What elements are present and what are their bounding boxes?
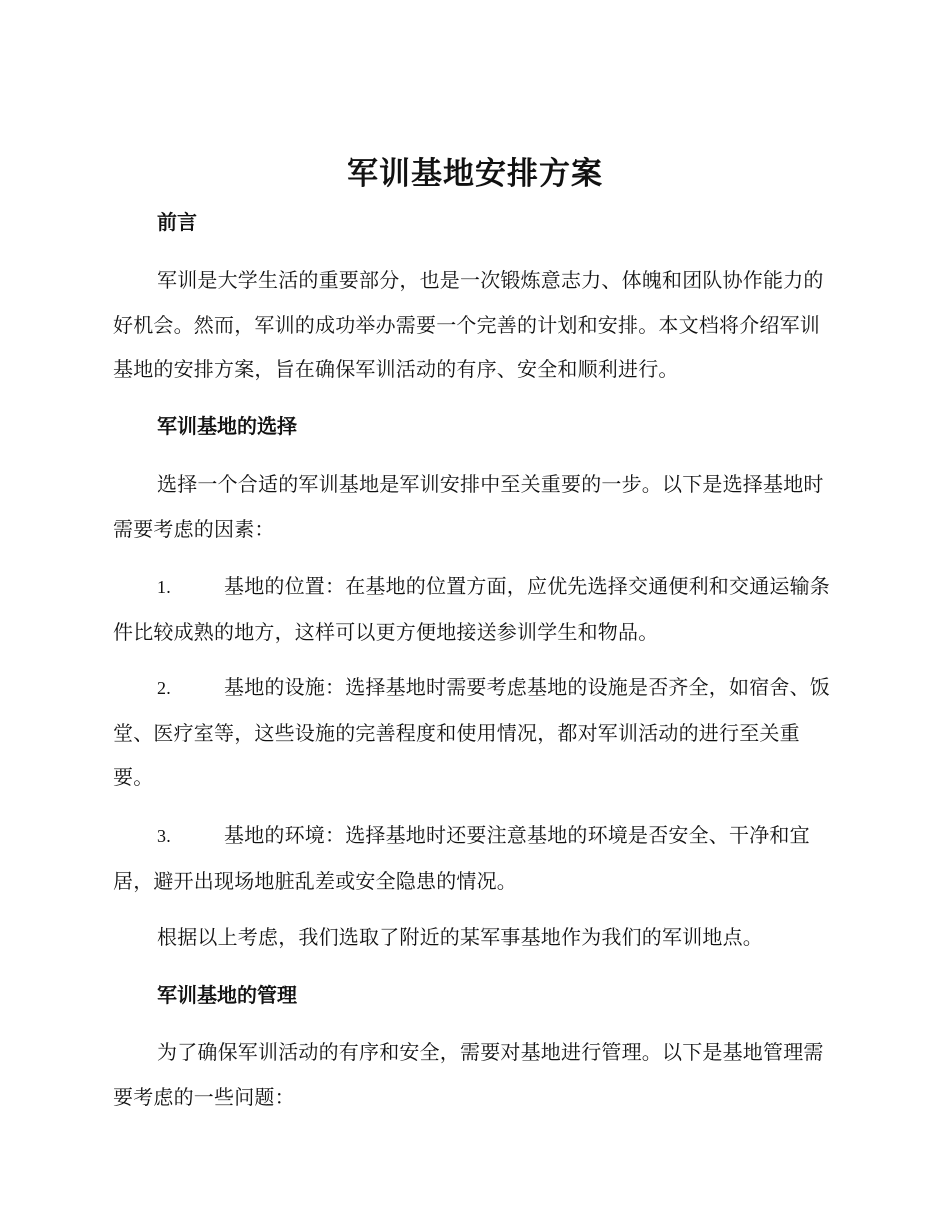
list-item-number: 3. bbox=[157, 826, 171, 846]
intro-paragraph: 军训是大学生活的重要部分，也是一次锻炼意志力、体魄和团队协作能力的好机会。然而，军训的成功举办需要一个完善的计划和安排。本文档将介绍军训基地的安排方案，旨在确保军训活动的有序、安全和顺利进行。 bbox=[113, 268, 824, 381]
selection-conclusion: 根据以上考虑，我们选取了附近的某军事基地作为我们的军训地点。 bbox=[157, 925, 763, 949]
list-item-number: 2. bbox=[157, 678, 171, 698]
selection-paragraph: 选择一个合适的军训基地是军训安排中至关重要的一步。以下是选择基地时需要考虑的因素： bbox=[113, 472, 824, 541]
section-heading-intro: 前言 bbox=[157, 210, 197, 234]
list-item bbox=[113, 665, 835, 800]
list-item-text: 基地的环境：选择基地时还要注意基地的环境是否安全、干净和宜居，避开出现场地脏乱差或安全隐患的情况。 bbox=[113, 823, 810, 893]
list-item-number: 1. bbox=[157, 577, 171, 597]
list-item-text: 基地的位置：在基地的位置方面，应优先选择交通便利和交通运输条件比较成熟的地方，这样可以更方便地接送参训学生和物品。 bbox=[113, 574, 830, 644]
section-heading-management: 军训基地的管理 bbox=[157, 983, 297, 1007]
list-item-text: 基地的设施：选择基地时需要考虑基地的设施是否齐全，如宿舍、饭堂、医疗室等，这些设施的完善程度和使用情况，都对军训活动的进行至关重要。 bbox=[113, 675, 830, 789]
list-item bbox=[113, 813, 835, 903]
document-title: 军训基地安排方案 bbox=[347, 156, 603, 192]
list-item bbox=[113, 564, 835, 654]
section-heading-selection: 军训基地的选择 bbox=[157, 414, 297, 438]
management-paragraph: 为了确保军训活动的有序和安全，需要对基地进行管理。以下是基地管理需要考虑的一些问题： bbox=[113, 1040, 824, 1109]
